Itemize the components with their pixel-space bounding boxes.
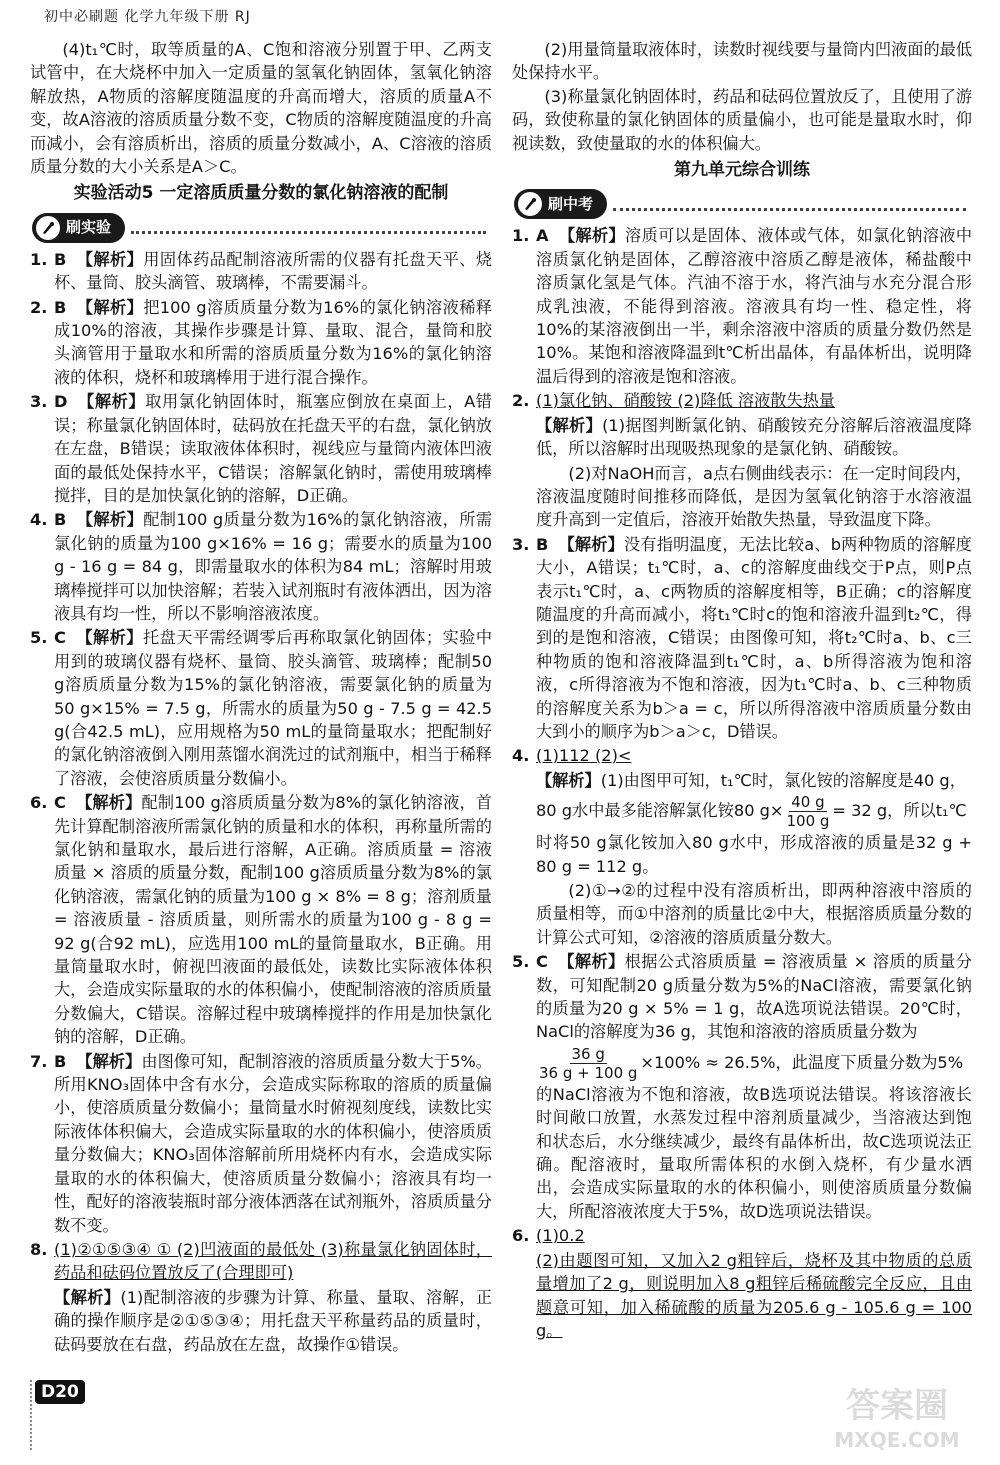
explanation: 【解析】(1)由图甲可知，t₁℃时，氯化铵的溶解度是40 g， — [536, 770, 966, 790]
list-item: 4. (1)112 (2)< — [512, 746, 632, 766]
fraction: $\frac{36 g}{36 g + 100 g}$ — [539, 1044, 638, 1082]
list-item: 8. (1)②①⑤③④ ① (2)凹液面的最低处 (3)称量氯化钠固体时，药品和砝码位置放反了(合理即可) — [30, 1239, 492, 1283]
page-header: 初中必刷题 化学九年级下册 RJ — [44, 9, 251, 25]
list-item: 1. A 【解析】溶质可以是固体、液体或气体，如氯化钠溶液中溶质氯化钠是固体，乙醇溶液中溶质乙醇是液体，稀盐酸中溶质氯化氢是气体。汽油不溶于水，将汽油与水充分混合形成乳浊液，不能得到溶液。溶液具有均一性、稳定性，将10%的某溶液倒出一半，剩余溶液中溶质的质量分数仍然是10%。某饱和溶液降温到t℃析出晶体，有晶体析出，说明降温后得到的溶液是饱和溶液。 — [512, 226, 973, 386]
dotted-divider — [131, 221, 486, 234]
list-item: 6. (1)0.2 — [512, 1226, 585, 1246]
left-intro: (4)t₁℃时，取等质量的A、C饱和溶液分别置于甲、乙两支试管中，在大烧杯中加入一定质量的氢氧化钠固体，氢氧化钠溶解放热，A物质的溶解度随温度的升高而增大，溶质的质量A不变，故A溶液的溶质质量分数不变，C物质的溶解度随温度的升高而减小，会有溶质析出，溶质的质量分数减小，A、C溶液的溶质质量分数的大小关系是A＞C。 — [30, 40, 492, 177]
badge-label: 刷中考 — [548, 194, 594, 213]
explanation: 时将50 g氯化铵加入80 g水中，形成溶液的质量是32 g + 80 g = 112 g。 — [536, 833, 972, 876]
explanation: (2)对NaOH而言，a点右侧曲线表示：在一定时间段内，溶液温度随时间推移而降低，是因为氢氧化钠溶于水溶液温度升高到一定值后，溶液开始散失热量，导致温度下降。 — [536, 463, 972, 530]
left-column — [30, 38, 492, 1356]
list-item: 2. (1)氯化钠、硝酸铵 (2)降低 溶液散失热量 — [512, 391, 835, 411]
list-item: 2. B 【解析】把100 g溶质质量分数为16%的氯化钠溶液稀释成10%的溶液，其操作步骤是计算、量取、混合，量筒和胶头滴管用于量取水和所需的溶质质量分数为16%的氯化钠溶液的体积，烧杯和玻璃棒用于进行混合操作。 — [30, 297, 493, 387]
explanation: 【解析】(1)据图判断氯化钠、硝酸铵充分溶解后溶液温度降低，所以溶解时出现吸热现象的是氯化钠、硝酸铵。 — [536, 415, 972, 459]
list-item: 6. C 【解析】配制100 g溶质质量分数为8%的氯化钠溶液，首先计算配制溶液所需氯化钠的质量和水的体积，再称量所需的氯化钠和量取水，最后进行溶解，A正确。溶质质量 = 溶液质量 × 溶质的质量分数，配制100 g溶质质量分数为8%的氯化钠溶液，需氯化钠的质量为100 g × 8% = 8 g；溶剂质量 = 溶液质量 - 溶质质量，则所需水的质量为100 g - 8 g = 92 g(合92 mL)，应选用100 mL的量筒量取水，B正确。用量筒量取水时，俯视凹液面的最低处，读数比实际液体体积大，会造成实际量取的水的体积偏小，使配制溶液的溶质质量分数偏大，C错误。溶解过程中玻璃棒搅拌的作用是加快氯化钠的溶解，D正确。 — [30, 793, 493, 1047]
list-item: 3. B 【解析】没有指明温度，无法比较a、b两种物质的溶解度大小，A错误；t₁℃时，a、c的溶解度曲线交于P点，则P点表示t₁℃时，a、c两物质的溶解度相等，B正确；c的溶解度随温度的升高而减小，将t₁℃时c的饱和溶液升温到t₂℃，得到的是饱和溶液，C错误；由图像可知，将t₂℃时a、b、c三种物质的饱和溶液降温到t₁℃时，a、b所得溶液为饱和溶液，c所得溶液为不饱和溶液，因为t₁℃时a、b、c三种物质的溶解度关系为b＞a = c，所以所得溶液中溶质质量分数由大到小的顺序为b＞a＞c，D错误。 — [512, 534, 972, 741]
watermark-line2: MXQE.COM — [834, 1428, 960, 1452]
list-item: 5. C 【解析】托盘天平需经调零后再称取氯化钠固体；实验中用到的玻璃仪器有烧杯、量筒、胶头滴管、玻璃棒；配制50 g溶质质量分数为15%的氯化钠溶液，需要氯化钠的质量为50 g×15% = 7.5 g，所需水的质量为50 g - 7.5 g = 42.5 g(合42.5 mL)，应用规格为50 mL的量筒量取水；把配制好的氯化钠溶液倒入刚用蒸馏水润洗过的试剂瓶中，相当于稀释了溶液，会使溶质质量分数偏小。 — [30, 628, 493, 788]
explanation: 【解析】(1)配制溶液的步骤为计算、称量、量取、溶解，正确的操作顺序是②①⑤③④；用托盘天平称量药品的质量时，砝码要放在右盘，药品放在左盘，故操作①错误。 — [54, 1287, 493, 1354]
explanation: 的NaCl溶液为不饱和溶液，故B选项说法错误。将该溶液长时间敞口放置，水蒸发过程中溶剂质量减少，当溶液达到饱和状态后，水分继续减少，最终有晶体析出，故C选项说法正确。配溶液时，量取所需体积的水倒入烧杯，有少量水洒出，会造成实际量取的水的体积偏小，则使溶质质量分数偏大，所配溶液浓度大于5%，故D选项说法错误。 — [536, 1084, 972, 1221]
badge-row-right — [514, 188, 972, 220]
dotted-divider — [613, 198, 966, 211]
badge-label: 刷实验 — [66, 218, 112, 237]
badge-left — [32, 213, 125, 243]
section-title-left: 实验活动5 一定溶质质量分数的氯化钠溶液的配制 — [73, 183, 449, 204]
list-item: 7. B 【解析】由图像可知，配制溶液的溶质质量分数大于5%。所用KNO₃固体中含有水分，会造成实际称取的溶质的质量偏小，使溶质质量分数偏小；量筒量水时俯视刻度线，读数比实际液体体积偏大，会造成实际量取的水的体积偏小，使溶质质量分数偏大；KNO₃固体溶解前所用烧杯内有水，会造成实际量取的水的体积偏大，使溶质质量分数偏小；溶液具有均一性，配好的溶液装瓶时部分液体洒落在试剂瓶外，溶质质量分数不变。 — [30, 1051, 492, 1235]
list-item: 5. C 【解析】根据公式溶质质量 = 溶液质量 × 溶质的质量分数，可知配制20 g质量分数为5%的NaCl溶液，需要氯化钠的质量为20 g × 5% = 1 g，故A选项说法错误。20℃时，NaCl的溶解度为36 g，其饱和溶液的溶质质量分数为 — [512, 952, 972, 1042]
right-intro-1: (2)用量筒量取液体时，读数时视线要与量筒内凹液面的最低处保持水平。 — [512, 40, 973, 83]
explanation: (2)①→②的过程中没有溶质析出，即两种溶液中溶质的质量相等，而①中溶剂的质量比②中大，根据溶质质量分数的计算公式可知，②溶液的溶质质量分数大。 — [536, 881, 972, 947]
brush-icon — [36, 216, 60, 240]
explanation: (2)由题图可知，又加入2 g粗锌后，烧杯及其中物质的总质量增加了2 g，则说明加入8 g粗锌后稀硫酸完全反应，且由题意可知，加入稀硫酸的质量为205.6 g - 105.6 g = 100 g。 — [536, 1250, 972, 1340]
formula-line: $\frac{36 g}{36 g + 100 g}$ ×100% ≈ 26.5%，此温度下质量分数为5% — [539, 1044, 964, 1082]
right-column — [512, 38, 972, 1342]
page-number: D20 — [35, 1380, 85, 1404]
margin-dots — [0, 1380, 32, 1450]
fraction: $\frac{40 g}{100 g}$ — [786, 793, 830, 831]
watermark-line1: 答案圈 — [846, 1386, 948, 1426]
section-title-right: 第九单元综合训练 — [674, 160, 810, 181]
formula-line: 80 g水中最多能溶解氯化铵80 g× $\frac{40 g}{100 g}$ = 32 g，所以t₁℃ — [536, 793, 967, 831]
badge-row-left — [32, 212, 492, 244]
list-item: 3. D 【解析】取用氯化钠固体时，瓶塞应倒放在桌面上，A错误；称量氯化钠固体时，砝码放在托盘天平的右盘，氯化钠放在左盘，B错误；读取液体体积时，视线应与量筒内液体凹液面的最低处保持水平，C错误；溶解氯化钠时，需使用玻璃棒搅拌，目的是加快氯化钠的溶解，D正确。 — [30, 392, 492, 505]
list-item: 1. B 【解析】用固体药品配制溶液所需的仪器有托盘天平、烧杯、量筒、胶头滴管、玻璃棒，不需要漏斗。 — [30, 249, 493, 293]
list-item: 4. B 【解析】配制100 g质量分数为16%的氯化钠溶液，所需氯化钠的质量为100 g×16% = 16 g；需要水的质量为100 g - 16 g = 84 g，即需量取水的体积为84 mL；溶解时用玻璃棒搅拌可以加快溶解；若装入试剂瓶时有液体洒出，因为溶液具有均一性，所以不影响溶液浓度。 — [30, 510, 493, 623]
brush-icon — [518, 192, 542, 216]
watermark-logo — [812, 1375, 982, 1455]
badge-right — [514, 189, 607, 219]
right-intro-2: (3)称量氯化钠固体时，药品和砝码位置放反了，且使用了游码，致使称量的氯化钠固体的质量偏小，也可能是量取水时，仰视读数，致使量取的水的体积偏大。 — [512, 86, 973, 153]
